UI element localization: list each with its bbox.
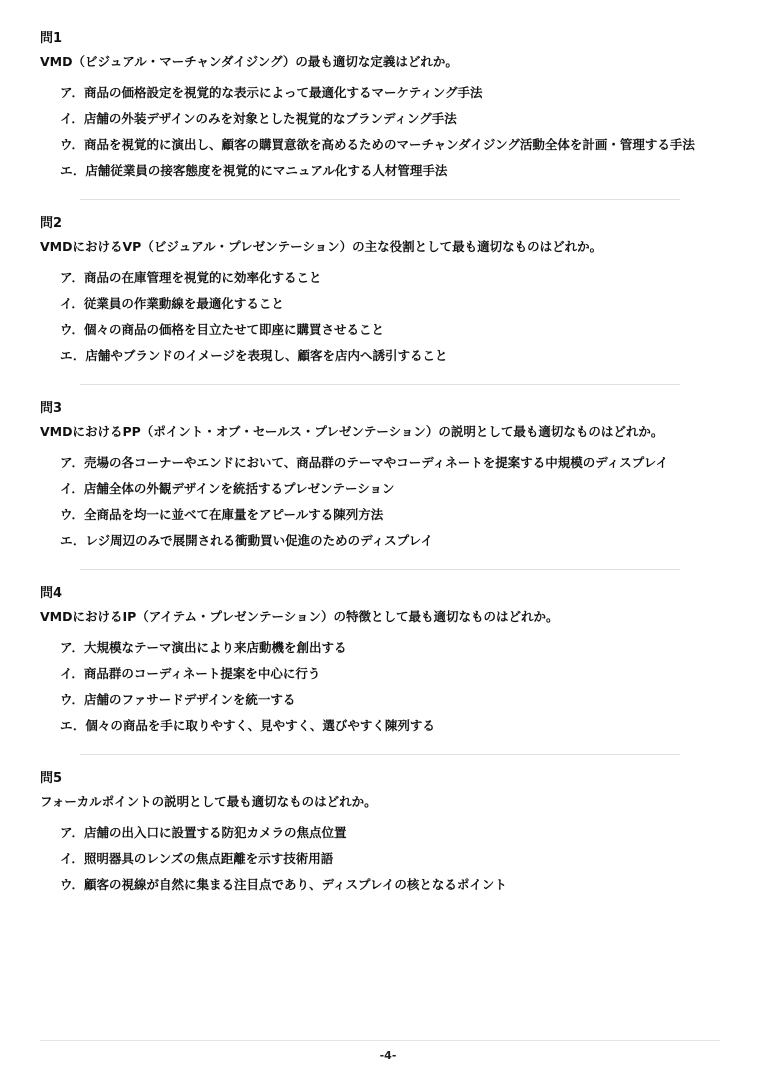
question-text: VMDにおけるVP（ビジュアル・プレゼンテーション）の主な役割として最も適切なものはどれか。 (40, 239, 603, 254)
question-3 (40, 400, 720, 552)
answer-option-u: ウ．個々の商品の価格を目立たせて即座に購買させること (60, 322, 385, 337)
question-number: 問3 (40, 401, 63, 416)
answer-option-a: ア．商品の在庫管理を視覚的に効率化すること (60, 270, 322, 285)
answer-option-a: ア．商品の価格設定を視覚的な表示によって最適化するマーケティング手法 (60, 85, 483, 100)
answer-option-u: ウ．顧客の視線が自然に集まる注目点であり、ディスプレイの核となるポイント (60, 877, 507, 892)
answer-option-i: イ．商品群のコーディネート提案を中心に行う (60, 666, 321, 681)
answer-option-u: ウ．全商品を均一に並べて在庫量をアピールする陳列方法 (60, 507, 384, 522)
question-1 (40, 30, 720, 182)
question-text: VMDにおけるPP（ポイント・オブ・セールス・プレゼンテーション）の説明として最も適切なものはどれか。 (40, 424, 664, 439)
answer-option-u: ウ．店舗のファサードデザインを統一する (60, 692, 296, 707)
question-text: VMD（ビジュアル・マーチャンダイジング）の最も適切な定義はどれか。 (40, 54, 458, 69)
answer-options (40, 267, 720, 367)
question-divider (80, 199, 680, 200)
question-text: フォーカルポイントの説明として最も適切なものはどれか。 (40, 794, 377, 809)
answer-options (40, 637, 720, 737)
question-number: 問1 (40, 31, 63, 46)
footer-divider (40, 1040, 720, 1041)
answer-option-e: エ．レジ周辺のみで展開される衝動買い促進のためのディスプレイ (60, 533, 433, 548)
answer-option-e: エ．店舗やブランドのイメージを表現し、顧客を店内へ誘引すること (60, 348, 448, 363)
answer-option-i: イ．照明器具のレンズの焦点距離を示す技術用語 (60, 851, 334, 866)
answer-option-u: ウ．商品を視覚的に演出し、顧客の購買意欲を高めるためのマーチャンダイジング活動全体を計画・管理する手法 (60, 137, 695, 152)
question-divider (80, 569, 680, 570)
answer-options (40, 82, 720, 182)
answer-options (40, 452, 720, 552)
answer-option-i: イ．従業員の作業動線を最適化すること (60, 296, 284, 311)
page-number: -4- (379, 1049, 397, 1062)
question-text: VMDにおけるIP（アイテム・プレゼンテーション）の特徴として最も適切なものはどれか。 (40, 609, 559, 624)
question-number: 問5 (40, 771, 63, 786)
question-5 (40, 770, 720, 896)
question-sheet (40, 30, 720, 900)
question-2 (40, 215, 720, 367)
question-divider (80, 384, 680, 385)
answer-option-i: イ．店舗の外装デザインのみを対象とした視覚的なブランディング手法 (60, 111, 457, 126)
answer-option-e: エ．個々の商品を手に取りやすく、見やすく、選びやすく陳列する (60, 718, 435, 733)
answer-option-a: ア．店舗の出入口に設置する防犯カメラの焦点位置 (60, 825, 347, 840)
answer-option-a: ア．売場の各コーナーやエンドにおいて、商品群のテーマやコーディネートを提案する中規模のディスプレイ (60, 455, 669, 470)
answer-option-i: イ．店舗全体の外観デザインを統括するプレゼンテーション (60, 481, 395, 496)
question-divider (80, 754, 680, 755)
answer-option-e: エ．店舗従業員の接客態度を視覚的にマニュアル化する人材管理手法 (60, 163, 448, 178)
question-number: 問2 (40, 216, 63, 231)
question-4 (40, 585, 720, 737)
answer-options (40, 822, 720, 896)
question-number: 問4 (40, 586, 63, 601)
answer-option-a: ア．大規模なテーマ演出により来店動機を創出する (60, 640, 347, 655)
